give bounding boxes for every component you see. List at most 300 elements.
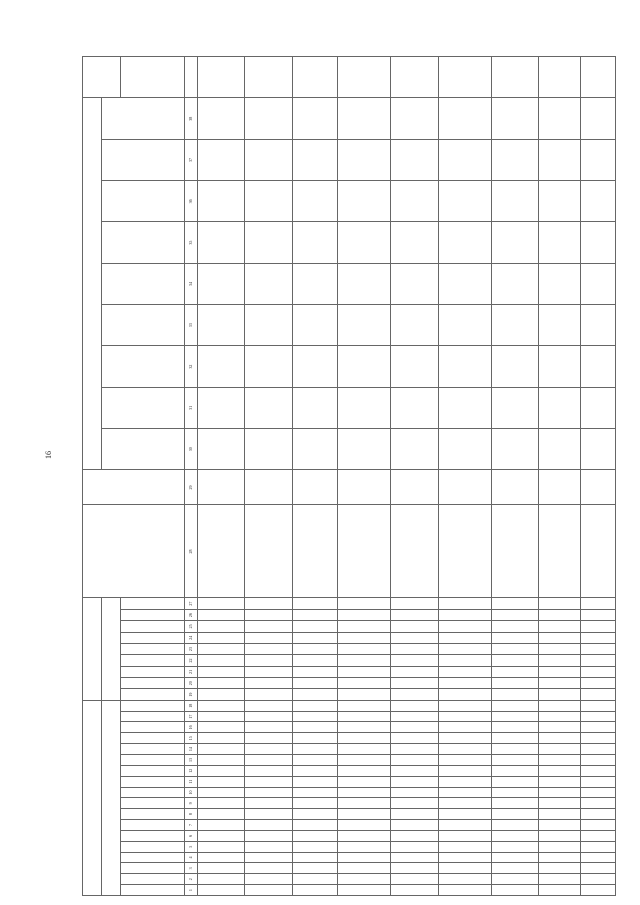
- bc-cell: [197, 852, 244, 863]
- activity-code-cell: [438, 655, 491, 666]
- year-value-cell: [539, 387, 580, 428]
- bc-cell: [438, 798, 491, 809]
- bc-cell: [292, 755, 337, 766]
- bc-cell: [580, 885, 615, 896]
- activity-code-cell: [580, 609, 615, 620]
- bc-cell: [491, 874, 538, 885]
- activity-code-cell: [197, 609, 244, 620]
- header-bc-col: [121, 700, 184, 711]
- table-row: [580, 57, 615, 896]
- bc-cell: [438, 722, 491, 733]
- activity-code-cell: [197, 666, 244, 677]
- year-value-cell: [539, 429, 580, 470]
- year-value-cell: [539, 222, 580, 263]
- header-budget-classification: [83, 700, 102, 895]
- activity-code-cell: [491, 655, 538, 666]
- activity-code-cell: [539, 621, 580, 632]
- bc-cell: [197, 841, 244, 852]
- activity-code-cell: [539, 598, 580, 609]
- year-value-cell: [539, 346, 580, 387]
- activity-code-cell: [491, 678, 538, 689]
- bc-cell: [539, 722, 580, 733]
- activity-code-cell: [197, 643, 244, 654]
- column-number: 33: [184, 305, 197, 346]
- column-number: 2: [184, 874, 197, 885]
- bc-cell: [391, 852, 438, 863]
- activity-code-cell: [337, 666, 390, 677]
- header-year: [102, 139, 185, 180]
- header-bc-col: [121, 744, 184, 755]
- header-row-groups: [83, 57, 102, 896]
- year-value-cell: [337, 387, 390, 428]
- bc-cell: [580, 809, 615, 820]
- activity-code-cell: [491, 643, 538, 654]
- unit-cell: [491, 470, 538, 505]
- year-value-cell: [580, 346, 615, 387]
- bc-cell: [292, 885, 337, 896]
- activity-code-cell: [245, 621, 292, 632]
- year-value-cell: [580, 98, 615, 139]
- bc-cell: [245, 787, 292, 798]
- end-value-cell: [391, 57, 438, 99]
- column-number: 13: [184, 755, 197, 766]
- activity-code-cell: [197, 621, 244, 632]
- bc-cell: [391, 798, 438, 809]
- header-bc-sub: [102, 700, 121, 895]
- activity-code-cell: [539, 609, 580, 620]
- bc-cell: [539, 755, 580, 766]
- activity-code-cell: [292, 609, 337, 620]
- year-value-cell: [245, 346, 292, 387]
- bc-cell: [337, 765, 390, 776]
- activity-code-cell: [292, 598, 337, 609]
- bc-cell: [337, 700, 390, 711]
- bc-cell: [197, 798, 244, 809]
- column-number: 22: [184, 655, 197, 666]
- bc-cell: [539, 787, 580, 798]
- year-value-cell: [491, 222, 538, 263]
- bc-cell: [391, 765, 438, 776]
- bc-cell: [337, 863, 390, 874]
- year-value-cell: [245, 305, 292, 346]
- header-act-sub: [102, 598, 121, 700]
- bc-cell: [580, 787, 615, 798]
- end-value-cell: [580, 57, 615, 99]
- activity-code-cell: [337, 655, 390, 666]
- unit-cell: [438, 470, 491, 505]
- activity-code-cell: [580, 598, 615, 609]
- activity-code-cell: [491, 666, 538, 677]
- bc-cell: [245, 765, 292, 776]
- bc-cell: [197, 755, 244, 766]
- activity-code-cell: [438, 689, 491, 700]
- indicator-name-cell: [580, 505, 615, 598]
- column-number: 30: [184, 429, 197, 470]
- unit-cell: [337, 470, 390, 505]
- header-bc-col: [121, 841, 184, 852]
- header-result-years: [83, 98, 102, 470]
- activity-code-cell: [245, 678, 292, 689]
- activity-code-cell: [491, 621, 538, 632]
- year-value-cell: [292, 263, 337, 304]
- bc-cell: [438, 700, 491, 711]
- bc-cell: [337, 733, 390, 744]
- rotated-table-sheet: [82, 56, 616, 896]
- activity-code-cell: [539, 643, 580, 654]
- activity-code-cell: [197, 689, 244, 700]
- year-value-cell: [491, 305, 538, 346]
- activity-code-cell: [580, 678, 615, 689]
- bc-cell: [491, 820, 538, 831]
- header-year: [102, 429, 185, 470]
- bc-cell: [491, 711, 538, 722]
- year-value-cell: [197, 263, 244, 304]
- table-row: [292, 57, 337, 896]
- activity-code-cell: [245, 609, 292, 620]
- bc-cell: [580, 755, 615, 766]
- year-value-cell: [438, 139, 491, 180]
- year-value-cell: [391, 98, 438, 139]
- end-value-cell: [245, 57, 292, 99]
- bc-cell: [539, 700, 580, 711]
- activity-code-cell: [539, 666, 580, 677]
- header-bc-col: [121, 798, 184, 809]
- header-unit: [83, 470, 185, 505]
- activity-code-cell: [539, 678, 580, 689]
- activity-code-cell: [491, 689, 538, 700]
- end-value-cell: [438, 57, 491, 99]
- bc-cell: [245, 841, 292, 852]
- bc-cell: [580, 744, 615, 755]
- bc-cell: [337, 711, 390, 722]
- bc-cell: [391, 820, 438, 831]
- activity-code-cell: [245, 655, 292, 666]
- bc-cell: [337, 787, 390, 798]
- bc-cell: [197, 863, 244, 874]
- column-number: 15: [184, 733, 197, 744]
- bc-cell: [580, 700, 615, 711]
- bc-cell: [245, 809, 292, 820]
- activity-code-cell: [491, 598, 538, 609]
- bc-cell: [197, 776, 244, 787]
- bc-cell: [539, 852, 580, 863]
- page-number: 16: [44, 451, 53, 459]
- program-indicators-table: [82, 56, 616, 896]
- bc-cell: [539, 885, 580, 896]
- header-act-col: [121, 643, 184, 654]
- header-bc-col: [121, 863, 184, 874]
- activity-code-cell: [292, 643, 337, 654]
- activity-code-cell: [337, 689, 390, 700]
- bc-cell: [539, 874, 580, 885]
- activity-code-cell: [292, 666, 337, 677]
- year-value-cell: [337, 263, 390, 304]
- activity-code-cell: [438, 632, 491, 643]
- header-name: [83, 505, 185, 598]
- bc-cell: [197, 722, 244, 733]
- year-value-cell: [539, 305, 580, 346]
- table-row: [245, 57, 292, 896]
- year-value-cell: [438, 429, 491, 470]
- year-value-cell: [337, 139, 390, 180]
- activity-code-cell: [391, 621, 438, 632]
- bc-cell: [245, 755, 292, 766]
- bc-cell: [391, 787, 438, 798]
- activity-code-cell: [197, 632, 244, 643]
- column-number: 8: [184, 809, 197, 820]
- bc-cell: [539, 765, 580, 776]
- activity-code-cell: [197, 598, 244, 609]
- column-number: 32: [184, 346, 197, 387]
- activity-code-cell: [391, 678, 438, 689]
- activity-code-cell: [438, 609, 491, 620]
- year-value-cell: [391, 346, 438, 387]
- activity-code-cell: [337, 609, 390, 620]
- year-value-cell: [539, 263, 580, 304]
- year-value-cell: [337, 305, 390, 346]
- bc-cell: [391, 885, 438, 896]
- activity-code-cell: [245, 666, 292, 677]
- activity-code-cell: [245, 689, 292, 700]
- bc-cell: [438, 787, 491, 798]
- column-number: 27: [184, 598, 197, 609]
- column-number: 37: [184, 139, 197, 180]
- bc-cell: [438, 744, 491, 755]
- bc-cell: [245, 863, 292, 874]
- header-year: [102, 346, 185, 387]
- year-value-cell: [580, 305, 615, 346]
- header-act-col: [121, 621, 184, 632]
- end-value-cell: [491, 57, 538, 99]
- year-value-cell: [197, 346, 244, 387]
- table-row: [438, 57, 491, 896]
- bc-cell: [391, 863, 438, 874]
- column-number: 3: [184, 863, 197, 874]
- bc-cell: [197, 787, 244, 798]
- year-value-cell: [580, 429, 615, 470]
- bc-cell: [245, 798, 292, 809]
- bc-cell: [245, 744, 292, 755]
- year-value-cell: [491, 98, 538, 139]
- year-value-cell: [337, 222, 390, 263]
- bc-cell: [491, 722, 538, 733]
- activity-code-cell: [391, 609, 438, 620]
- activity-code-cell: [245, 632, 292, 643]
- column-number: 21: [184, 666, 197, 677]
- table-row: [391, 57, 438, 896]
- year-value-cell: [539, 139, 580, 180]
- year-value-cell: [491, 429, 538, 470]
- activity-code-cell: [580, 621, 615, 632]
- year-value-cell: [292, 98, 337, 139]
- activity-code-cell: [580, 643, 615, 654]
- year-value-cell: [292, 346, 337, 387]
- year-value-cell: [245, 98, 292, 139]
- indicator-name-cell: [491, 505, 538, 598]
- header-bc-col: [121, 755, 184, 766]
- activity-code-cell: [391, 598, 438, 609]
- year-value-cell: [292, 222, 337, 263]
- year-value-cell: [292, 139, 337, 180]
- indicator-name-cell: [292, 505, 337, 598]
- activity-code-cell: [580, 666, 615, 677]
- year-value-cell: [337, 429, 390, 470]
- bc-cell: [539, 809, 580, 820]
- year-value-cell: [438, 181, 491, 222]
- bc-cell: [580, 874, 615, 885]
- activity-code-cell: [391, 632, 438, 643]
- year-value-cell: [491, 346, 538, 387]
- bc-cell: [391, 841, 438, 852]
- bc-cell: [292, 852, 337, 863]
- bc-cell: [391, 744, 438, 755]
- bc-cell: [197, 885, 244, 896]
- bc-cell: [438, 830, 491, 841]
- bc-cell: [391, 722, 438, 733]
- bc-cell: [337, 820, 390, 831]
- column-number: 18: [184, 700, 197, 711]
- year-value-cell: [245, 222, 292, 263]
- bc-cell: [245, 722, 292, 733]
- header-act-col: [121, 689, 184, 700]
- bc-cell: [438, 874, 491, 885]
- activity-code-cell: [438, 598, 491, 609]
- end-value-cell: [292, 57, 337, 99]
- bc-cell: [491, 765, 538, 776]
- column-number: 38: [184, 98, 197, 139]
- column-number: 24: [184, 632, 197, 643]
- year-value-cell: [337, 181, 390, 222]
- bc-cell: [292, 765, 337, 776]
- column-number: 5: [184, 841, 197, 852]
- header-bc-col: [121, 809, 184, 820]
- bc-cell: [337, 776, 390, 787]
- bc-cell: [337, 722, 390, 733]
- column-number: 11: [184, 776, 197, 787]
- year-value-cell: [197, 181, 244, 222]
- header-year: [102, 387, 185, 428]
- header-end-date: [83, 57, 121, 99]
- year-value-cell: [245, 181, 292, 222]
- indicator-name-cell: [245, 505, 292, 598]
- bc-cell: [245, 820, 292, 831]
- bc-cell: [438, 809, 491, 820]
- activity-code-cell: [391, 689, 438, 700]
- unit-cell: [539, 470, 580, 505]
- bc-cell: [292, 787, 337, 798]
- unit-cell: [292, 470, 337, 505]
- end-value-cell: [337, 57, 390, 99]
- year-value-cell: [539, 181, 580, 222]
- bc-cell: [580, 765, 615, 776]
- activity-code-cell: [292, 689, 337, 700]
- header-bc-col: [121, 830, 184, 841]
- year-value-cell: [292, 305, 337, 346]
- header-act-col: [121, 655, 184, 666]
- year-value-cell: [491, 139, 538, 180]
- bc-cell: [197, 700, 244, 711]
- year-value-cell: [491, 263, 538, 304]
- column-number: 17: [184, 711, 197, 722]
- bc-cell: [245, 852, 292, 863]
- column-number: 4: [184, 852, 197, 863]
- column-number: 36: [184, 181, 197, 222]
- bc-cell: [580, 722, 615, 733]
- bc-cell: [391, 755, 438, 766]
- bc-cell: [539, 841, 580, 852]
- end-value-cell: [539, 57, 580, 99]
- bc-cell: [337, 755, 390, 766]
- header-year: [102, 263, 185, 304]
- year-value-cell: [292, 181, 337, 222]
- activity-code-cell: [438, 621, 491, 632]
- bc-cell: [292, 700, 337, 711]
- bc-cell: [539, 863, 580, 874]
- bc-cell: [391, 700, 438, 711]
- year-value-cell: [197, 98, 244, 139]
- bc-cell: [197, 733, 244, 744]
- header-act-col: [121, 666, 184, 677]
- year-value-cell: [491, 181, 538, 222]
- bc-cell: [337, 841, 390, 852]
- activity-code-cell: [197, 678, 244, 689]
- bc-cell: [292, 711, 337, 722]
- bc-cell: [580, 798, 615, 809]
- bc-cell: [245, 885, 292, 896]
- activity-code-cell: [292, 621, 337, 632]
- bc-cell: [337, 798, 390, 809]
- unit-cell: [245, 470, 292, 505]
- year-value-cell: [391, 387, 438, 428]
- bc-cell: [491, 744, 538, 755]
- bc-cell: [491, 841, 538, 852]
- year-value-cell: [491, 387, 538, 428]
- year-value-cell: [245, 429, 292, 470]
- activity-code-cell: [580, 655, 615, 666]
- header-bc-col: [121, 733, 184, 744]
- column-number: 12: [184, 765, 197, 776]
- column-number: 34: [184, 263, 197, 304]
- column-number: 1: [184, 885, 197, 896]
- activity-code-cell: [337, 678, 390, 689]
- bc-cell: [391, 874, 438, 885]
- bc-cell: [491, 733, 538, 744]
- year-value-cell: [245, 139, 292, 180]
- bc-cell: [197, 874, 244, 885]
- bc-cell: [292, 820, 337, 831]
- bc-cell: [491, 755, 538, 766]
- bc-cell: [337, 885, 390, 896]
- bc-cell: [245, 776, 292, 787]
- bc-cell: [580, 711, 615, 722]
- bc-cell: [580, 776, 615, 787]
- activity-code-cell: [292, 678, 337, 689]
- header-bc-col: [121, 765, 184, 776]
- year-value-cell: [391, 139, 438, 180]
- year-value-cell: [391, 429, 438, 470]
- bc-cell: [197, 711, 244, 722]
- activity-code-cell: [292, 632, 337, 643]
- bc-cell: [292, 733, 337, 744]
- column-number: 25: [184, 621, 197, 632]
- activity-code-cell: [539, 655, 580, 666]
- header-bc-col: [121, 885, 184, 896]
- bc-cell: [491, 809, 538, 820]
- header-act-col: [121, 598, 184, 609]
- header-year: [102, 98, 185, 139]
- bc-cell: [245, 711, 292, 722]
- table-row: [539, 57, 580, 896]
